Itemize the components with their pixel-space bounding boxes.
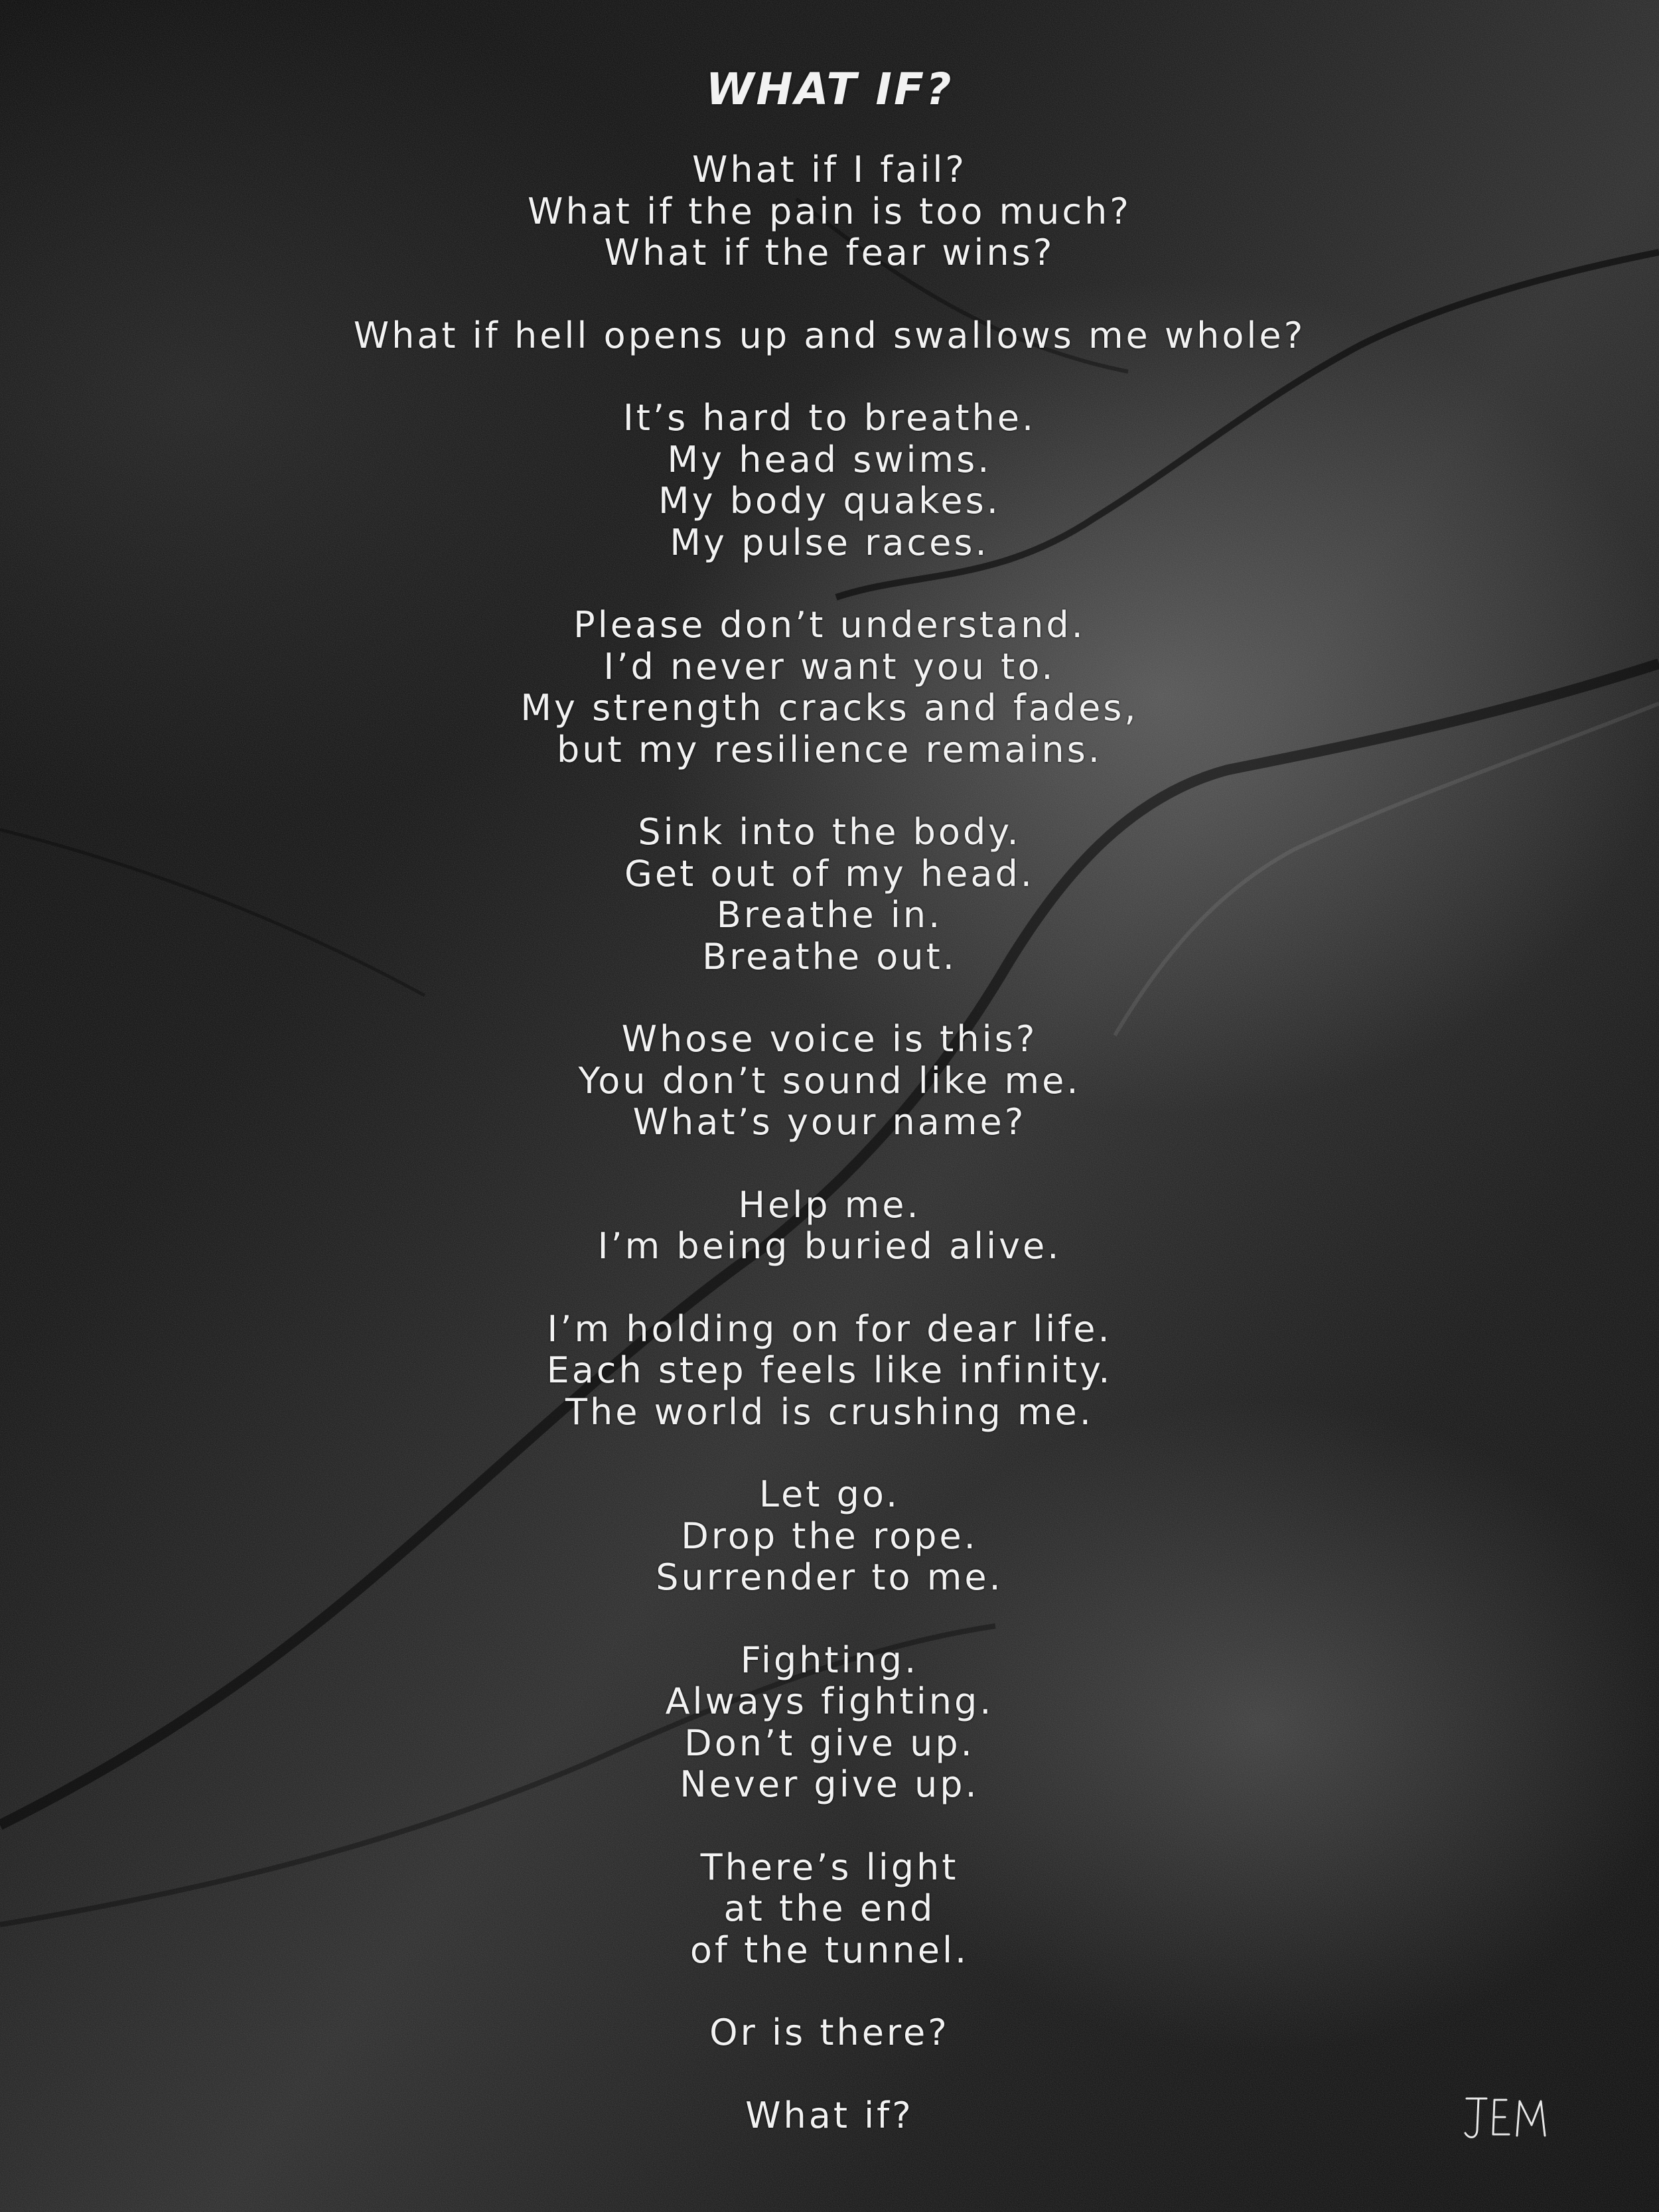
stanza-9	[0, 1474, 1659, 1599]
poem-line: My head swims.	[667, 438, 992, 480]
poem	[0, 63, 1659, 2177]
stanza-6	[0, 1019, 1659, 1143]
poem-line: What if I fail?	[691, 149, 968, 190]
stanza-5	[0, 812, 1659, 978]
poem-line: at the end	[723, 1887, 936, 1929]
poem-line: Or is there?	[709, 2012, 950, 2053]
stanza-12	[0, 2012, 1659, 2054]
poem-line: It’s hard to breathe.	[622, 397, 1037, 439]
poem-line: I’d never want you to.	[603, 645, 1056, 688]
poem-line: What’s your name?	[632, 1101, 1027, 1143]
poem-line: Sink into the body.	[638, 811, 1021, 853]
stanza-10	[0, 1640, 1659, 1806]
poem-line: but my resilience remains.	[557, 728, 1102, 771]
poem-line: Don’t give up.	[684, 1722, 975, 1764]
stanza-1	[0, 149, 1659, 274]
poem-line: Breathe in.	[716, 894, 943, 936]
poem-title: WHAT IF?	[705, 64, 954, 115]
poem-line: Fighting.	[740, 1639, 919, 1681]
stanza-7	[0, 1185, 1659, 1268]
poem-line: Whose voice is this?	[621, 1018, 1038, 1060]
stanza-4	[0, 605, 1659, 771]
poem-line: What if the fear wins?	[604, 232, 1055, 273]
jem-signature	[1460, 2091, 1559, 2150]
poem-line: Surrender to me.	[656, 1556, 1003, 1598]
poem-line: My body quakes.	[658, 480, 1001, 522]
poem-line: Please don’t understand.	[573, 604, 1086, 646]
poem-line: What if the pain is too much?	[528, 190, 1131, 232]
poem-line: of the tunnel.	[689, 1929, 970, 1971]
poem-line: My pulse races.	[670, 521, 989, 563]
poem-line: Always fighting.	[665, 1680, 994, 1722]
poem-line: Never give up.	[680, 1763, 979, 1805]
stanza-8	[0, 1309, 1659, 1434]
stanza-3	[0, 398, 1659, 563]
poem-line: You don’t sound like me.	[578, 1059, 1081, 1102]
poem-line: What if?	[745, 2094, 914, 2136]
poem-line: The world is crushing me.	[565, 1390, 1094, 1433]
poem-line: My strength cracks and fades,	[520, 687, 1139, 729]
poem-line: There’s light	[700, 1846, 959, 1888]
stanza-2	[0, 315, 1659, 357]
poem-line: Let go.	[758, 1473, 901, 1515]
stanza-11	[0, 1847, 1659, 1972]
poem-line: Breathe out.	[702, 935, 957, 978]
poem-line: Each step feels like infinity.	[546, 1349, 1113, 1391]
poem-line: What if hell opens up and swallows me whole?	[353, 314, 1306, 356]
poem-line: Drop the rope.	[681, 1514, 978, 1557]
poem-line: I’m holding on for dear life.	[547, 1307, 1112, 1350]
poem-line: I’m being buried alive.	[597, 1225, 1062, 1267]
poem-line: Get out of my head.	[624, 852, 1035, 895]
poem-line: Help me.	[738, 1183, 921, 1226]
stanza-13	[0, 2095, 1659, 2137]
